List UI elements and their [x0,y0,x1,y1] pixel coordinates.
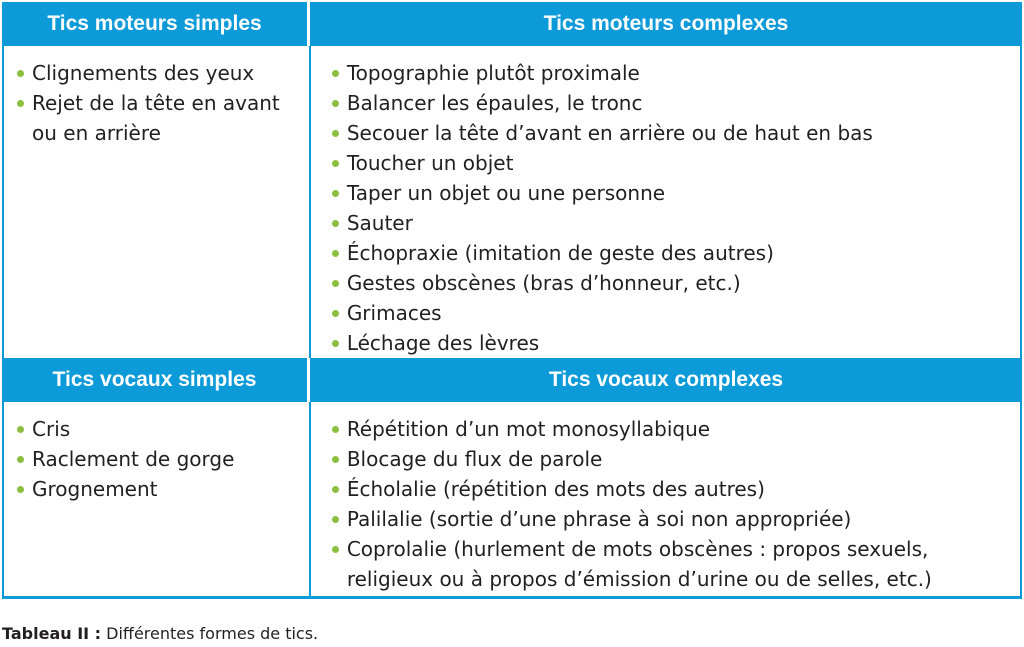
header-row-vocal [2,358,1022,402]
list-item-text: Blocage du flux de parole [346,447,603,471]
header-simple-vocal: Tics vocaux simples [2,358,310,402]
list-item-text: Clignements des yeux [32,61,255,85]
list-item [329,58,1012,88]
bullet-icon [332,70,339,77]
list-item [329,118,1012,148]
list-item-text: Taper un objet ou une personne [346,181,666,205]
cell-simple-vocal [4,402,311,596]
bullet-icon [332,310,339,317]
list-item [14,88,301,148]
list-item-text: Rejet de la tête en avant ou en arrière [32,91,280,145]
list-item [329,474,1012,504]
bullet-icon [332,250,339,257]
bullet-icon [332,340,339,347]
caption-label: Tableau II : [2,624,102,643]
list-simple-motor [14,58,301,148]
list-complex-vocal [329,414,1012,594]
list-item-text: Palilalie (sortie d’une phrase à soi non appropriée) [346,507,852,531]
header-simple-motor: Tics moteurs simples [2,2,310,46]
list-item-text: Topographie plutôt proximale [346,61,640,85]
list-complex-motor [329,58,1012,358]
list-item [329,178,1012,208]
list-item [329,328,1012,358]
list-item [329,298,1012,328]
list-item [329,268,1012,298]
list-item [329,444,1012,474]
body-row-vocal [2,402,1022,599]
list-item [329,238,1012,268]
bullet-icon [332,546,339,553]
header-row-motor [2,2,1022,46]
body-row-motor [2,46,1022,358]
bullet-icon [332,456,339,463]
list-item-text: Répétition d’un mot monosyllabique [346,417,711,441]
bullet-icon [17,426,24,433]
list-item-text: Toucher un objet [346,151,514,175]
list-item [14,414,301,444]
list-item [14,444,301,474]
bullet-icon [332,516,339,523]
list-item-text: Grognement [32,477,158,501]
bullet-icon [332,486,339,493]
list-item [14,58,301,88]
bullet-icon [332,426,339,433]
bullet-icon [332,190,339,197]
list-item-text: Sauter [346,211,413,235]
bullet-icon [17,70,24,77]
bullet-icon [17,486,24,493]
list-item [14,474,301,504]
list-item-text: Grimaces [346,301,442,325]
list-item-text: Gestes obscènes (bras d’honneur, etc.) [346,271,741,295]
list-item [329,414,1012,444]
cell-simple-motor [4,46,311,358]
header-complex-vocal: Tics vocaux complexes [548,368,784,391]
bullet-icon [332,280,339,287]
header-complex-motor: Tics moteurs complexes [543,12,789,35]
list-item-text: Raclement de gorge [32,447,235,471]
list-item [329,208,1012,238]
table-caption [2,624,318,643]
list-item-text: Balancer les épaules, le tronc [346,91,643,115]
tics-table [2,2,1022,599]
bullet-icon [332,130,339,137]
list-item-text: Léchage des lèvres [346,331,540,355]
caption-text: Différentes formes de tics. [101,624,319,643]
list-item-text: Écholalie (répétition des mots des autres) [346,477,765,501]
list-simple-vocal [14,414,301,504]
cell-complex-motor [311,46,1020,358]
bullet-icon [17,100,24,107]
bullet-icon [332,220,339,227]
list-item-text: Cris [32,417,71,441]
bullet-icon [17,456,24,463]
list-item-text: Secouer la tête d’avant en arrière ou de haut en bas [346,121,873,145]
cell-complex-vocal [311,402,1020,596]
list-item [329,88,1012,118]
list-item-text: Coprolalie (hurlement de mots obscènes : propos sexuels, religieux ou à propos d’émission d’urine ou de selles, etc.) [346,537,932,591]
list-item [329,148,1012,178]
list-item [329,504,1012,534]
list-item-text: Échopraxie (imitation de geste des autres) [346,241,774,265]
bullet-icon [332,100,339,107]
list-item [329,534,1012,594]
bullet-icon [332,160,339,167]
